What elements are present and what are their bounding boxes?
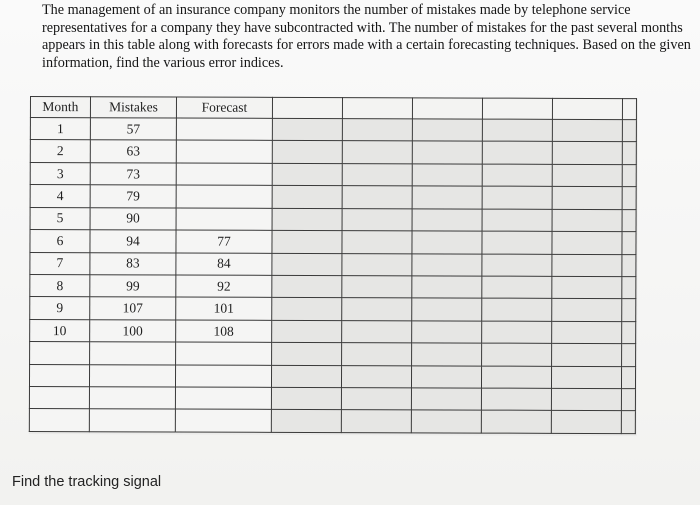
question-text: The management of an insurance company monitors the number of mistakes made by telephone service representatives for a company they have subcontracted with. The number of mistakes for the past several months appears in this table along with forecasts for errors made with a certain forecasting techniques. Based on the given information, find the various error indices. bbox=[42, 2, 691, 71]
blank-cell bbox=[341, 365, 411, 388]
blank-cell bbox=[272, 343, 342, 366]
blank-cell bbox=[621, 366, 635, 388]
mistakes-cell: 107 bbox=[90, 297, 176, 320]
blank-cell bbox=[481, 366, 551, 389]
month-cell bbox=[29, 409, 89, 432]
blank-cell bbox=[552, 187, 622, 210]
blank-cell bbox=[552, 276, 622, 299]
blank-cell bbox=[342, 253, 412, 276]
forecast-cell: 101 bbox=[176, 297, 272, 320]
blank-cell bbox=[271, 410, 341, 433]
blank-cell bbox=[342, 320, 412, 343]
mistakes-cell bbox=[90, 342, 176, 365]
column-header-forecast: Forecast bbox=[176, 97, 272, 118]
table-row bbox=[30, 207, 636, 232]
month-cell bbox=[29, 387, 89, 410]
blank-cell bbox=[482, 186, 552, 209]
mistakes-cell: 94 bbox=[90, 230, 176, 253]
column-header-blank bbox=[482, 98, 552, 119]
column-header-blank bbox=[342, 98, 412, 119]
blank-cell bbox=[482, 254, 552, 277]
blank-cell bbox=[551, 411, 621, 434]
blank-cell bbox=[482, 119, 552, 142]
blank-cell bbox=[412, 253, 482, 276]
blank-cell bbox=[412, 343, 482, 366]
blank-cell bbox=[341, 410, 411, 433]
blank-cell bbox=[551, 366, 621, 389]
mistakes-cell bbox=[89, 409, 175, 432]
mistakes-cell: 63 bbox=[90, 140, 176, 163]
blank-cell bbox=[551, 388, 621, 411]
month-cell: 1 bbox=[30, 118, 90, 141]
mistakes-cell bbox=[89, 364, 175, 387]
month-cell: 2 bbox=[30, 140, 90, 163]
mistakes-cell: 90 bbox=[90, 207, 176, 230]
month-cell: 9 bbox=[30, 297, 90, 320]
blank-cell bbox=[552, 344, 622, 367]
month-cell: 5 bbox=[30, 207, 90, 230]
column-header-mistakes: Mistakes bbox=[90, 97, 176, 118]
table-row bbox=[29, 409, 635, 434]
month-cell: 7 bbox=[30, 252, 90, 275]
month-cell: 8 bbox=[30, 274, 90, 297]
blank-cell bbox=[411, 365, 481, 388]
mistakes-cell: 99 bbox=[90, 275, 176, 298]
mistakes-cell bbox=[89, 387, 175, 410]
month-cell: 6 bbox=[30, 230, 90, 253]
table-row bbox=[30, 252, 636, 277]
blank-cell bbox=[622, 187, 636, 209]
forecast-cell: 77 bbox=[176, 230, 272, 253]
blank-cell bbox=[272, 163, 342, 186]
forecast-cell: 84 bbox=[176, 253, 272, 276]
blank-cell bbox=[482, 164, 552, 187]
blank-cell bbox=[622, 277, 636, 299]
forecast-cell bbox=[176, 208, 272, 231]
blank-cell bbox=[342, 231, 412, 254]
table-row bbox=[30, 162, 636, 187]
blank-cell bbox=[622, 209, 636, 231]
table-header-row bbox=[30, 97, 636, 120]
column-header-blank bbox=[272, 97, 342, 118]
blank-cell bbox=[552, 321, 622, 344]
blank-cell bbox=[272, 253, 342, 276]
mistakes-forecast-table bbox=[29, 96, 637, 434]
mistakes-cell: 83 bbox=[90, 252, 176, 275]
mistakes-cell: 100 bbox=[90, 320, 176, 343]
blank-cell bbox=[272, 230, 342, 253]
forecast-cell bbox=[175, 409, 271, 432]
blank-cell bbox=[272, 186, 342, 209]
mistakes-cell: 79 bbox=[90, 185, 176, 208]
blank-cell bbox=[482, 276, 552, 299]
blank-cell bbox=[342, 208, 412, 231]
blank-cell bbox=[342, 298, 412, 321]
blank-cell bbox=[482, 343, 552, 366]
blank-cell bbox=[412, 186, 482, 209]
blank-cell bbox=[552, 164, 622, 187]
table-row bbox=[29, 387, 635, 412]
blank-cell bbox=[342, 141, 412, 164]
tracking-signal-prompt: Find the tracking signal bbox=[12, 474, 162, 490]
column-header-blank bbox=[552, 98, 622, 119]
column-header-blank bbox=[622, 99, 636, 120]
month-cell: 4 bbox=[30, 185, 90, 208]
blank-cell bbox=[412, 164, 482, 187]
blank-cell bbox=[622, 321, 636, 343]
blank-cell bbox=[272, 141, 342, 164]
table-row bbox=[30, 230, 636, 255]
month-cell bbox=[29, 364, 89, 387]
forecast-cell bbox=[175, 387, 271, 410]
blank-cell bbox=[481, 388, 551, 411]
blank-cell bbox=[412, 209, 482, 232]
table-row bbox=[30, 297, 636, 322]
forecast-cell: 108 bbox=[176, 320, 272, 343]
column-header-month: Month bbox=[30, 97, 90, 118]
blank-cell bbox=[272, 275, 342, 298]
blank-cell bbox=[622, 232, 636, 254]
blank-cell bbox=[412, 231, 482, 254]
blank-cell bbox=[412, 276, 482, 299]
blank-cell bbox=[342, 163, 412, 186]
forecast-cell bbox=[175, 365, 271, 388]
forecast-cell: 92 bbox=[176, 275, 272, 298]
blank-cell bbox=[411, 388, 481, 411]
blank-cell bbox=[272, 320, 342, 343]
blank-cell bbox=[412, 119, 482, 142]
blank-cell bbox=[271, 365, 341, 388]
blank-cell bbox=[552, 254, 622, 277]
blank-cell bbox=[622, 120, 636, 142]
forecast-cell bbox=[176, 342, 272, 365]
forecast-cell bbox=[176, 140, 272, 163]
table-row bbox=[29, 364, 635, 389]
blank-cell bbox=[622, 254, 636, 276]
data-table-container bbox=[29, 96, 638, 436]
blank-cell bbox=[622, 142, 636, 164]
table-row bbox=[30, 185, 636, 210]
blank-cell bbox=[482, 209, 552, 232]
blank-cell bbox=[342, 343, 412, 366]
blank-cell bbox=[481, 411, 551, 434]
blank-cell bbox=[272, 118, 342, 141]
forecast-cell bbox=[176, 185, 272, 208]
blank-cell bbox=[621, 411, 635, 434]
mistakes-cell: 73 bbox=[90, 163, 176, 186]
blank-cell bbox=[621, 389, 635, 411]
blank-cell bbox=[342, 119, 412, 142]
month-cell bbox=[30, 342, 90, 365]
blank-cell bbox=[482, 321, 552, 344]
blank-cell bbox=[482, 298, 552, 321]
blank-cell bbox=[412, 298, 482, 321]
month-cell: 10 bbox=[30, 319, 90, 342]
blank-cell bbox=[552, 231, 622, 254]
blank-cell bbox=[342, 186, 412, 209]
table-row bbox=[30, 274, 636, 299]
month-cell: 3 bbox=[30, 162, 90, 185]
blank-cell bbox=[552, 299, 622, 322]
blank-cell bbox=[272, 298, 342, 321]
blank-cell bbox=[482, 231, 552, 254]
column-header-blank bbox=[412, 98, 482, 119]
forecast-cell bbox=[176, 163, 272, 186]
table-row bbox=[30, 319, 636, 344]
blank-cell bbox=[411, 410, 481, 433]
blank-cell bbox=[272, 208, 342, 231]
blank-cell bbox=[341, 388, 411, 411]
table-row bbox=[30, 342, 636, 367]
blank-cell bbox=[271, 387, 341, 410]
blank-cell bbox=[622, 344, 636, 366]
blank-cell bbox=[622, 299, 636, 321]
blank-cell bbox=[552, 209, 622, 232]
blank-cell bbox=[412, 321, 482, 344]
blank-cell bbox=[412, 141, 482, 164]
mistakes-cell: 57 bbox=[90, 118, 176, 141]
blank-cell bbox=[622, 164, 636, 186]
blank-cell bbox=[552, 119, 622, 142]
blank-cell bbox=[552, 142, 622, 165]
table-row bbox=[30, 140, 636, 165]
forecast-cell bbox=[176, 118, 272, 141]
table-row bbox=[30, 118, 636, 143]
blank-cell bbox=[482, 142, 552, 165]
blank-cell bbox=[342, 276, 412, 299]
